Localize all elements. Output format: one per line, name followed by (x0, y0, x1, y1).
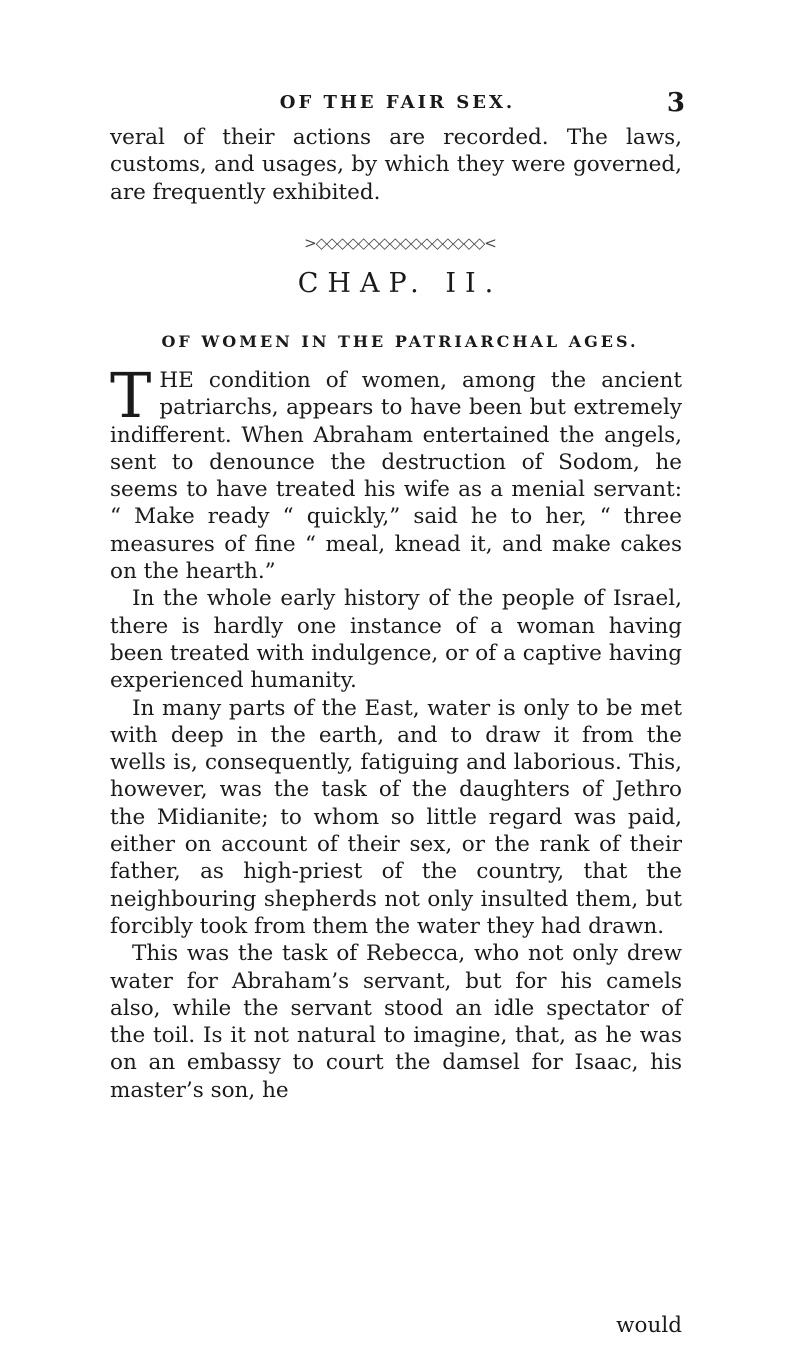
paragraph-1-text: HE condition of women, among the ancient patriarchs, appears to have been but extremely indifferent. When Abraham entertained the angels, sent to denounce the destruction of Sodom, he seems to have treated his wife as a menial servant: “ Make ready “ quickly,” said he to her, “ three measures of fine “ meal, knead it, and make cakes on the hearth.” (110, 368, 682, 585)
chapter-subtitle: OF WOMEN IN THE PATRIARCHAL AGES. (161, 332, 639, 351)
paragraph-1 (110, 359, 682, 585)
page-number: 3 (666, 88, 685, 118)
page-header (110, 90, 685, 120)
paragraph-4: This was the task of Rebecca, who not only drew water for Abraham’s servant, but for his camels also, while the servant stood an idle spectator of the toil. Is it not natural to imagine, that, as he was on an embassy to court the damsel for Isaac, his master’s son, he (110, 941, 682, 1103)
continuation-text: veral of their actions are recorded. The laws, customs, and usages, by which they were governed, are frequently exhibited. (110, 125, 682, 205)
chapter-heading: CHAP. II. (297, 268, 503, 299)
chapter-body (110, 359, 682, 1104)
drop-cap: T (110, 359, 152, 432)
ornamental-rule: >◇◇◇◇◇◇◇◇◇◇◇◇◇◇◇◇< (304, 234, 496, 252)
paragraph-3: In many parts of the East, water is only to be met with deep in the earth, and to draw it from the wells is, consequently, fatiguing and laborious. This, however, was the task of the daughters of Jethro the Midianite; to whom so little regard was paid, either on account of their sex, or the rank of their father, as high-priest of the country, that the neighbouring shepherds not only insulted them, but forcibly took from them the water they had drawn. (110, 695, 682, 939)
catchword: would (616, 1313, 682, 1338)
paragraph-2: In the whole early history of the people of Israel, there is hardly one instance of a woman having been treated with indulgence, or of a captive having experienced humanity. (110, 586, 682, 694)
running-head: OF THE FAIR SEX. (279, 92, 516, 113)
continued-paragraph (110, 124, 682, 206)
